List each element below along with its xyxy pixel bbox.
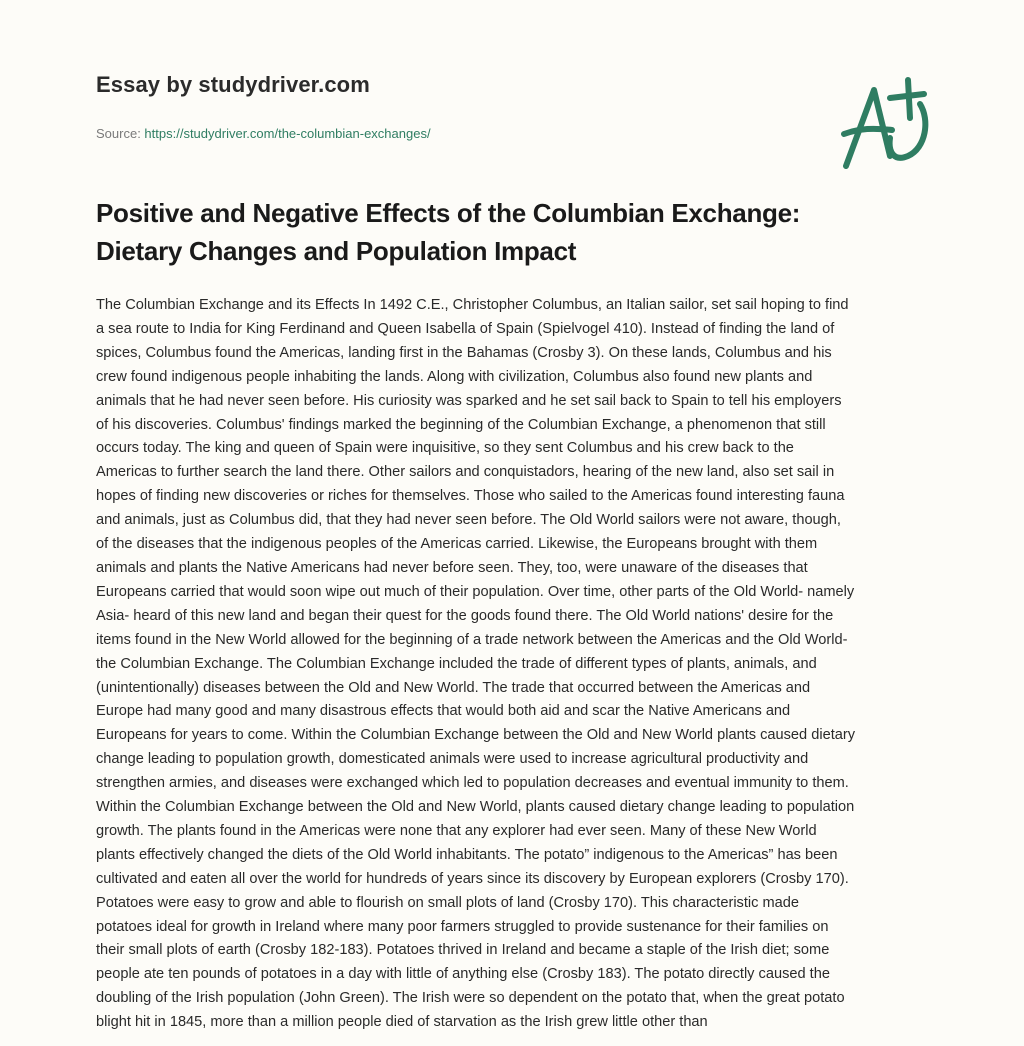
document-title-line: Positive and Negative Effects of the Columbian Exchange: (96, 198, 801, 228)
body-line: items found in the New World allowed for the beginning of a trade network between the Americas and the Old World- (96, 631, 848, 648)
body-line: the Columbian Exchange. The Columbian Exchange included the trade of different types of plants, animals, and (96, 655, 817, 672)
body-line: spices, Columbus found the Americas, landing first in the Bahamas (Crosby 3). On these lands, Columbus and his (96, 344, 832, 361)
source-line (96, 126, 431, 141)
body-line: doubling of the Irish population (John Green). The Irish were so dependent on the potato that, when the great potato (96, 990, 845, 1007)
essay-body (96, 294, 956, 1035)
body-line: crew found indigenous people inhabiting the lands. Along with civilization, Columbus also found new plants and (96, 368, 813, 385)
source-label: Source: (96, 126, 145, 141)
a-plus-grade-icon (818, 68, 938, 178)
body-line: cultivated and eaten all over the world for hundreds of years since its discovery by European explorers (Crosby 170). (96, 870, 849, 887)
body-line: Europeans carried that would soon wipe out much of their population. Over time, other parts of the Old World- namely (96, 583, 855, 600)
body-line: animals that he had never seen before. His curiosity was sparked and he set sail back to Spain to tell his employers (96, 392, 842, 409)
body-line: their small plots of earth (Crosby 182-183). Potatoes thrived in Ireland and became a staple of the Irish diet; some (96, 942, 830, 959)
body-line: hopes of finding new discoveries or riches for themselves. Those who sailed to the Americas found interesting fauna (96, 488, 845, 505)
body-line: Europe had many good and many disastrous effects that would both aid and scar the Native Americans and (96, 703, 791, 720)
body-line: and animals, just as Columbus did, that they had never seen before. The Old World sailors were not aware, though, (96, 512, 841, 529)
body-line: Europeans for years to come. Within the Columbian Exchange between the Old and New World plants caused dietary (96, 727, 856, 744)
body-line: Asia- heard of this new land and began their quest for the goods found there. The Old World nations' desire for the (96, 607, 834, 624)
body-line: (unintentionally) diseases between the Old and New World. The trade that occurred between the Americas and (96, 679, 811, 696)
body-line: Americas to further search the land there. Other sailors and conquistadors, hearing of the new land, also set sail in (96, 464, 835, 481)
source-link[interactable]: https://studydriver.com/the-columbian-exchanges/ (144, 126, 431, 141)
body-line: blight hit in 1845, more than a million people died of starvation as the Irish grew little other than (96, 1014, 708, 1031)
body-line: of his discoveries. Columbus' findings marked the beginning of the Columbian Exchange, a phenomenon that still (96, 416, 826, 433)
body-line: potatoes ideal for growth in Ireland where many poor farmers struggled to provide sustenance for their families on (96, 918, 829, 935)
site-title: Essay by studydriver.com (96, 72, 370, 97)
body-line: The Columbian Exchange and its Effects In 1492 C.E., Christopher Columbus, an Italian sailor, set sail hoping to find (96, 297, 849, 313)
body-line: Within the Columbian Exchange between the Old and New World, plants caused dietary change leading to population (96, 799, 855, 816)
body-line: change leading to population growth, domesticated animals were used to increase agricultural productivity and (96, 751, 809, 768)
body-line: occurs today. The king and queen of Spain were inquisitive, so they sent Columbus and his crew back to the (96, 440, 794, 457)
body-line: people ate ten pounds of potatoes in a day with little of anything else (Crosby 183). The potato directly caused the (96, 966, 830, 983)
body-line: Potatoes were easy to grow and able to flourish on small plots of land (Crosby 170). This characteristic made (96, 894, 800, 911)
body-line: of the diseases that the indigenous peoples of the Americas carried. Likewise, the Europeans brought with them (96, 536, 818, 553)
body-line: plants effectively changed the diets of the Old World inhabitants. The potato” indigenous to the Americas” has been (96, 846, 838, 863)
body-line: a sea route to India for King Ferdinand and Queen Isabella of Spain (Spielvogel 410). Instead of finding the land of (96, 320, 835, 337)
document-title-line: Dietary Changes and Population Impact (96, 236, 577, 266)
body-line: growth. The plants found in the Americas were none that any explorer had ever seen. Many of these New World (96, 822, 817, 839)
document-title (96, 194, 956, 270)
body-line: strengthen armies, and diseases were exchanged which led to population decreases and eventual immunity to them. (96, 775, 849, 792)
body-line: animals and plants the Native Americans had never before seen. They, too, were unaware of the diseases that (96, 559, 808, 576)
